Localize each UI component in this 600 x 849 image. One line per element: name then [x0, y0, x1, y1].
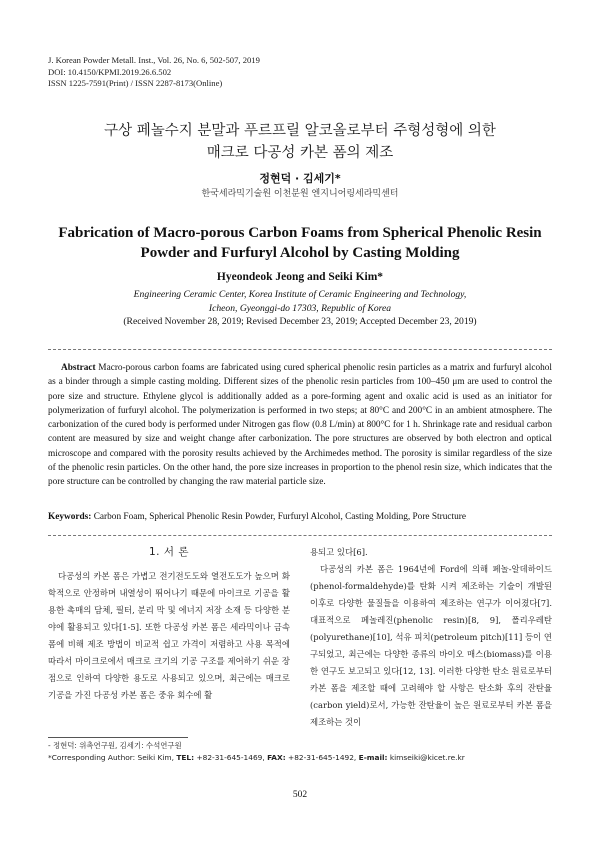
journal-citation: J. Korean Powder Metall. Inst., Vol. 26, No. 6, 502-507, 2019 — [48, 55, 260, 65]
journal-header — [48, 55, 260, 90]
abstract — [48, 361, 552, 490]
abstract-label: Abstract — [61, 363, 96, 373]
email-link[interactable]: kimseiki@kicet.re.kr — [389, 752, 465, 762]
english-affiliation — [0, 288, 600, 315]
page-number: 502 — [292, 790, 308, 800]
abstract-top-divider — [48, 349, 552, 350]
korean-affiliation: 한국세라믹기술원 이천분원 엔지니어링세라믹센터 — [201, 189, 399, 199]
korean-title — [0, 120, 600, 164]
intro-paragraph-1: 다공성의 카본 폼은 가볍고 전기전도도와 열전도도가 높으며 화학적으로 안정하며 내열성이 뛰어나기 때문에 마이크로 기공을 활용한 촉매의 담체, 필터, 분리 막 및 에너지 저장 소재 등 다양한 분야에 활용되고 있다[1-5]. 또한 다공성 카본 폼은 세라믹이나 금속 폼에 비해 제조 방법이 비교적 쉽고 가격이 저렴하고 사용 목적에 따라서 마이크로에서 매크로 크기의 기공 구조를 제어하기 쉬운 장점으로 인하여 다양한 용도로 사용되고 있으며, 최근에는 매크로 기공을 가진 다공성 카본 폼은 중유 회수에 활 — [48, 571, 290, 700]
keywords-label: Keywords: — [48, 512, 92, 522]
korean-title-line1: 구상 페놀수지 분말과 푸르프릴 알코올로부터 주형성형에 의한 — [104, 123, 496, 139]
english-title-line1: Fabrication of Macro-porous Carbon Foams from Spherical Phenolic Resin — [58, 225, 542, 241]
intro-paragraph-2: 다공성의 카본 폼은 1964년에 Ford에 의해 페놀-알데하이드(phenol-formaldehyde)를 탄화 시켜 제조하는 기술이 개발된 이후로 다양한 물질들을 이용하여 제조하는 연구가 이어졌다[7]. 대표적으로 페놀레진(phenolic resin)[8, 9], 폴리우레탄(polyurethane)[10], 석유 피치(petroleum pitch)[11] 등이 연구되었고, 최근에는 다양한 종류의 바이오 매스(biomass)를 이용한 연구도 보고되고 있다[12, 13]. 이러한 다양한 탄소 원료로부터 카본 폼을 제조할 때에 고려해야 할 사항은 탄소화 후의 잔탄율(carbon yield)로서, 가능한 잔탄율이 높은 원료로부터 카본 폼을 제조하는 것이 — [310, 564, 552, 727]
intro-paragraph-continuation: 용되고 있다[6]. — [310, 547, 368, 557]
journal-issn: ISSN 1225-7591(Print) / ISSN 2287-8173(Online) — [48, 78, 223, 88]
english-authors: Hyeondeok Jeong and Seiki Kim* — [216, 271, 384, 283]
english-title-line2: Powder and Furfuryl Alcohol by Casting Molding — [140, 245, 460, 261]
english-affiliation-line1: Engineering Ceramic Center, Korea Institute of Ceramic Engineering and Technology, — [133, 289, 467, 300]
footnote-corresponding-author: *Corresponding Author: Seiki Kim, TEL: +82-31-645-1469, FAX: +82-31-645-1492, E-mail: kimseiki@kicet.re.kr — [48, 752, 465, 762]
footnotes — [48, 740, 465, 763]
korean-authors: 정현덕 · 김세기* — [259, 172, 341, 185]
journal-doi: DOI: 10.4150/KPMI.2019.26.6.502 — [48, 66, 172, 77]
received-dates: (Received November 28, 2019; Revised December 23, 2019; Accepted December 23, 2019) — [123, 316, 477, 327]
section-heading-introduction: 1. 서 론 — [149, 546, 189, 558]
korean-title-line2: 매크로 다공성 카본 폼의 제조 — [206, 145, 394, 161]
english-title — [0, 223, 600, 263]
abstract-bottom-divider — [48, 535, 552, 536]
body-left-column — [48, 544, 290, 704]
footnote-divider — [48, 737, 188, 738]
english-affiliation-line2: Icheon, Gyeonggi-do 17303, Republic of Korea — [208, 302, 392, 314]
footnote-author-roles: - 정현덕: 위촉연구원, 김세기: 수석연구원 — [48, 741, 182, 750]
keywords — [48, 512, 552, 522]
keywords-text: Carbon Foam, Spherical Phenolic Resin Powder, Furfuryl Alcohol, Casting Molding, Pore Structure — [93, 512, 466, 522]
body-right-column — [310, 544, 552, 731]
abstract-text: Macro-porous carbon foams are fabricated using cured spherical phenolic resin particles as a matrix and furfuryl alcohol as a binder through a simple casting molding. Different sizes of the phenolic resin particles from 100–450 μm are used to control the pore size and structure. Ethylene glycol is additionally added as a pore-forming agent and oxalic acid is used as an initiator for polymerization of furfuryl alcohol. The polymerization is performed in two steps; at 80°C and 200°C in an ambient atmosphere. The carbonization of the cured body is performed under Nitrogen gas flow (0.8 L/min) at 800°C for 1 h. Shrinkage rate and residual carbon content are measured by size and weight change after carbonization. The pore structures are observed by both electron and optical microscope and compared with the porosity results achieved by the Archimedes method. The porosity is similar regardless of the size of the phenolic resin particles. On the other hand, the pore size increases in proportion to the phenol resin size, which indicates that the pore structure can be controlled by changing the raw material particle size. — [48, 363, 553, 488]
